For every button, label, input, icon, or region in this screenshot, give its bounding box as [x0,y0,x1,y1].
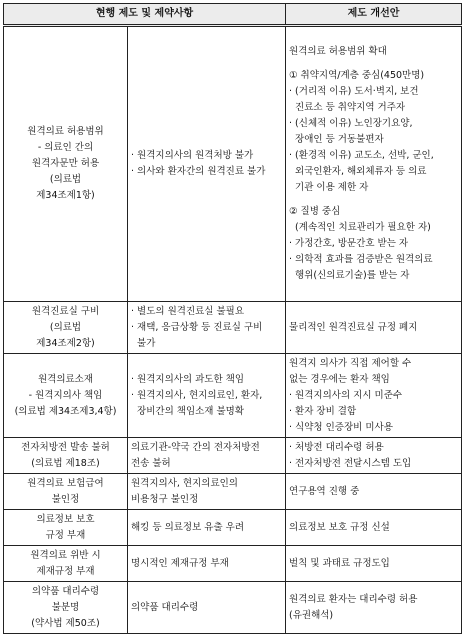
cell-text-line: · 환자 장비 결함 [289,405,357,417]
cell-text-line: 원격의료 환자는 대리수령 허용 [289,593,418,605]
table-row [4,510,462,546]
cell-text-line: 원격의료 허용범위 [27,126,104,137]
cell-text-line: ① 취약지역/계층 중심(450만명) [289,70,425,81]
table-row [4,546,462,582]
row-category-cell [4,546,128,582]
cell-text-line: · 별도의 원격진료실 불필요 [131,305,245,317]
row-category-cell [4,474,128,510]
row-category-cell [4,26,128,302]
row-current-issue-cell [128,546,286,582]
row-current-issue-cell [128,302,286,354]
cell-text-line: 연구용역 진행 중 [289,485,360,497]
table-row [4,26,462,302]
cell-text-line: 불분명 [51,601,80,613]
row-improvement-cell [286,26,462,302]
row-category-cell [4,510,128,546]
cell-text-line: · 원격지의사의 지시 미준수 [289,389,403,401]
row-improvement-cell [286,510,462,546]
cell-text-line: 원격자문만 허용 [31,158,100,169]
cell-text-line: (약사법 제50조) [31,617,100,629]
row-improvement-cell [286,354,462,438]
cell-text-line: - 원격지의사 책임 [28,389,103,401]
cell-text-line: · (신체적 이유) 노인장기요양, [289,118,413,129]
row-category-cell [4,438,128,474]
cell-text-line: · 원격지의사의 원격처방 불가 [131,150,254,161]
cell-text-line: 외국인환자, 해외체류자 등 의료 [289,166,427,177]
cell-text-line: 벌칙 및 과태료 규정도입 [289,557,390,569]
cell-text-line: 전자처방전 발송 불허 [21,441,110,453]
header-current-system: 현행 제도 및 제약사항 [4,4,286,26]
row-current-issue-cell [128,26,286,302]
cell-text-line: 제34조제2항) [36,337,95,349]
cell-text-line: 의약품 대리수령 [131,601,199,613]
cell-text-line: (의료법 제34조제3,4항) [14,405,117,417]
cell-text-line: 원격의료 보험급여 [27,477,104,489]
header-improvement: 제도 개선안 [286,4,462,26]
cell-text-line: (유권해석) [289,609,334,621]
cell-text-line: 의약품 대리수령 [31,585,100,597]
row-improvement-cell [286,302,462,354]
cell-spacer [289,60,458,68]
cell-text-line: · 원격지의사의 과도한 책임 [131,373,245,385]
cell-text-line: 원격진료실 구비 [31,305,100,317]
row-improvement-cell [286,582,462,634]
cell-text-line: 규정 부재 [45,529,86,541]
policy-comparison-table [3,3,462,634]
cell-text-line: · (거리적 이유) 도서·벽지, 보건 [289,86,419,97]
table-row [4,438,462,474]
cell-text-line: 원격의료소재 [37,373,94,385]
cell-spacer [289,196,458,204]
cell-text-line: · (환경적 이유) 교도소, 선박, 군인, [289,150,434,161]
cell-text-line: 장비간의 책임소재 불명확 [131,405,245,417]
cell-text-line: 원격의료 허용범위 확대 [289,46,387,57]
row-current-issue-cell [128,474,286,510]
cell-text-line: 원격지 의사가 직접 제어할 수 [289,357,412,369]
row-current-issue-cell [128,510,286,546]
row-category-cell [4,582,128,634]
table-body [4,26,462,634]
cell-text-line: 제34조제1항) [36,190,95,201]
row-current-issue-cell [128,438,286,474]
cell-text-line: · 의학적 효과를 검증받은 원격의료 [289,254,433,265]
cell-text-line: · 의사와 환자간의 원격진료 불가 [131,166,266,177]
row-improvement-cell [286,546,462,582]
cell-text-line: (의료법 [49,321,82,333]
cell-text-line: 장애인 등 거동불편자 [289,134,384,145]
table-header-row [4,4,462,26]
cell-text-line: 물리적인 원격진료실 규정 폐지 [289,321,418,333]
cell-text-line: · 식약청 인증장비 미사용 [289,421,393,433]
cell-text-line: 명시적인 제재규정 부재 [131,557,229,569]
table-row [4,474,462,510]
row-category-cell [4,302,128,354]
cell-text-line: ② 질병 중심 [289,206,341,217]
cell-text-line: - 의료인 간의 [37,142,94,153]
table-row [4,582,462,634]
row-current-issue-cell [128,354,286,438]
cell-text-line: · 처방전 대리수령 허용 [289,441,384,453]
cell-text-line: 행위(신의료기술)를 받는 자 [289,270,410,281]
cell-text-line: 기관 이용 제한 자 [289,182,369,193]
table-row [4,354,462,438]
cell-text-line: (계속적인 치료관리가 필요한 자) [289,222,431,233]
table-row [4,302,462,354]
cell-text-line: (의료법 [49,174,82,185]
row-improvement-cell [286,438,462,474]
cell-text-line: 전송 불허 [131,457,171,469]
cell-text-line: 제재규정 부재 [36,565,95,577]
cell-text-line: 불가 [131,337,156,349]
cell-text-line: · 재택, 응급상황 등 진료실 구비 [131,321,263,333]
cell-text-line: 원격의료 위반 시 [30,549,101,561]
cell-text-line: 진료소 등 취약지역 거주자 [289,102,406,113]
cell-text-line: 의료기관-약국 간의 전자처방전 [131,441,260,453]
cell-text-line: 불인정 [51,493,80,505]
cell-text-line: 원격지의사, 현지의료인의 [131,477,238,489]
cell-text-line: · 원격지의사, 현지의료인, 환자, [131,389,263,401]
cell-text-line: · 가정간호, 방문간호 받는 자 [289,238,409,249]
cell-text-line: 의료정보 보호 [36,513,95,525]
cell-text-line: (의료법 제18조) [31,457,100,469]
cell-text-line: 없는 경우에는 환자 책임 [289,373,390,385]
row-current-issue-cell [128,582,286,634]
row-improvement-cell [286,474,462,510]
row-category-cell [4,354,128,438]
cell-text-line: 비용청구 불인정 [131,493,199,505]
cell-text-line: · 전자처방전 전달시스템 도입 [289,457,412,469]
cell-text-line: 해킹 등 의료정보 유출 우려 [131,521,245,533]
cell-text-line: 의료정보 보호 규정 신설 [289,521,390,533]
